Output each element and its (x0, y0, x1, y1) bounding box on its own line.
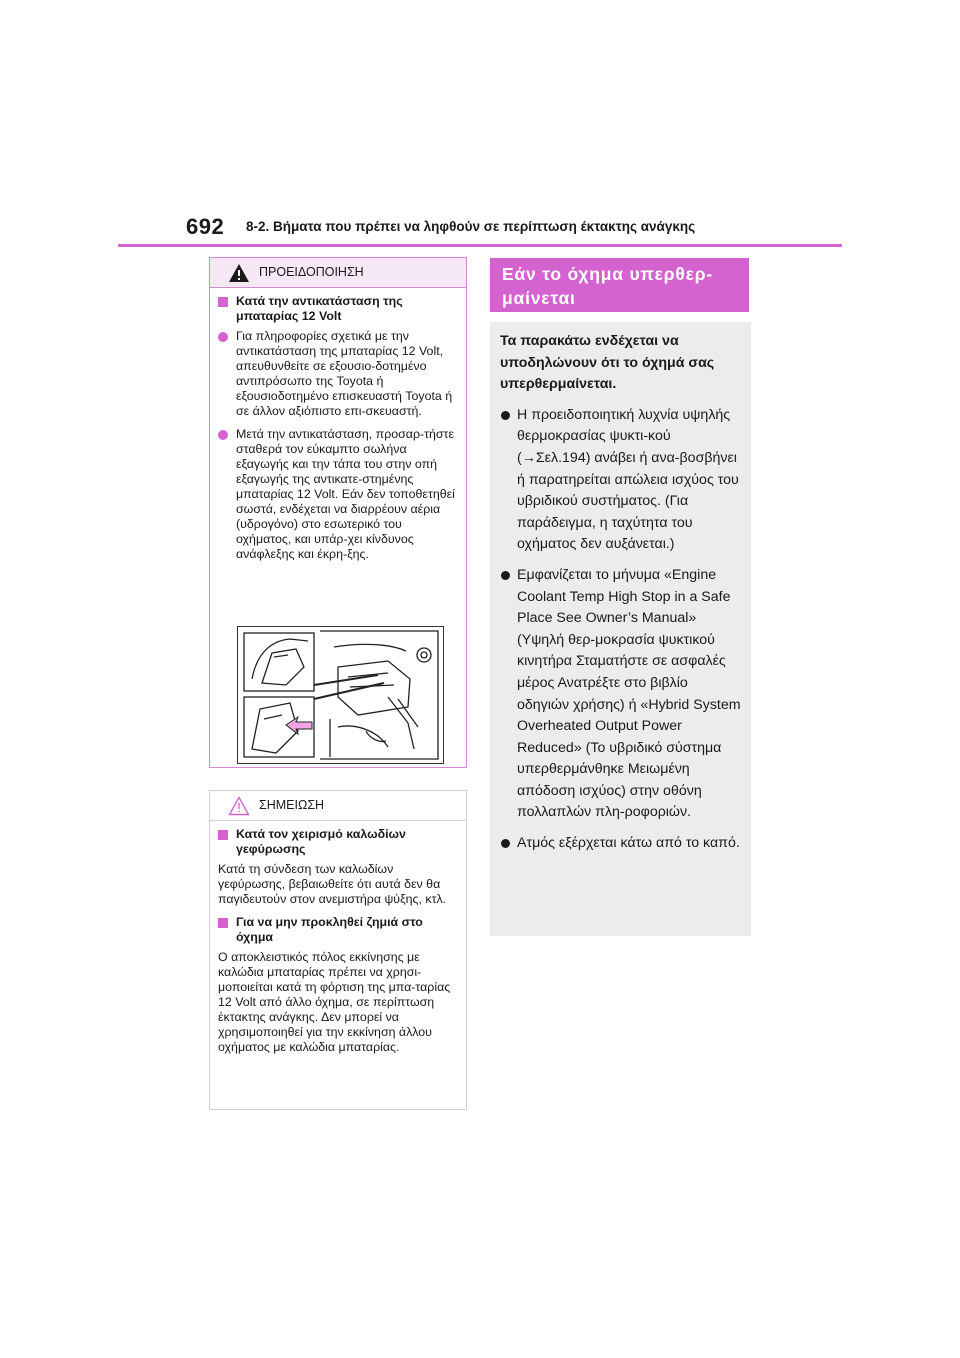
note-title-bar (210, 791, 466, 821)
square-bullet-icon (218, 830, 228, 840)
warning-title: ΠΡΟΕΙΔΟΠΟΙΗΣΗ (259, 265, 364, 279)
warning-bullet: Για πληροφορίες σχετικά με την αντικατάσταση της μπαταρίας 12 Volt, απευθυνθείτε σε εξουσιο-δοτημένο αντιπρόσωπο της Toyota ή εξουσιοδοτημένο επισκευαστή Toyota ή σε άλλον αξιόπιστο επι-σκευαστή. (218, 329, 458, 419)
battery-vent-illustration (237, 626, 444, 764)
square-bullet-icon (218, 918, 228, 928)
note-title: ΣΗΜΕΙΩΣΗ (259, 798, 325, 812)
caution-triangle-icon (228, 796, 250, 816)
round-bullet-icon (501, 571, 510, 580)
header-rule (118, 244, 842, 247)
overheat-bullet: Ατμός εξέρχεται κάτω από το καπό. (500, 833, 741, 855)
warning-bullet: Μετά την αντικατάσταση, προσαρ-τήστε σταθερά τον εύκαμπτο σωλήνα εξαγωγής και την τάπα του στην οπή εξαγωγής της αντικατε-στημένης μπαταρίας 12 Volt. Εάν δεν τοποθετηθεί σωστά, ενδέχεται να διαρρέουν αέρια (υδρογόνο) στο εσωτερικό του οχήματος, και υπάρ-χει κίνδυνος ανάφλεξης και έκρη-ξης. (218, 427, 458, 562)
note-paragraph: Κατά τη σύνδεση των καλωδίων γεφύρωσης, βεβαιωθείτε ότι αυτά δεν θα παγιδευτούν στον ανεμιστήρα ψύξης, κτλ. (218, 862, 447, 906)
note-subhead: Για να μην προκληθεί ζημιά στο όχημα (218, 915, 458, 945)
page-number: 692 (186, 214, 225, 239)
note-paragraph: Ο αποκλειστικός πόλος εκκίνησης με καλώδια μπαταρίας πρέπει να χρησι-μοποιείται κατά τη φόρτιση της μπα-ταρίας 12 Volt από άλλο όχημα, σε περίπτωση έκτακτης ανάγκης. Δεν μπορεί να χρησιμοποιηθεί για την εκκίνηση άλλου οχήματος με καλώδια μπαταρίας. (218, 950, 451, 1054)
overheat-bullet: Η προειδοποιητική λυχνία υψηλής θερμοκρασίας ψυκτι-κού (→Σελ.194) ανάβει ή ανα-βοσβήνει ή παρατηρείται απώλεια ισχύος του υβριδικού συστήματος. (Για παράδειγμα, η ταχύτητα του οχήματος δεν αυξάνεται.) (500, 405, 741, 556)
round-bullet-icon (501, 411, 510, 420)
warning-title-bar (210, 258, 466, 288)
overheat-bullet: Εμφανίζεται το μήνυμα «Engine Coolant Temp High Stop in a Safe Place See Owner’s Manual» (Υψηλή θερ-μοκρασία ψυκτικού κινητήρα Σταματήστε σε ασφαλές μέρος Ανατρέξτε στο βιβλίο οδηγιών χρήσης) ή «Hybrid System Overheated Output Power Reduced» (Το υβριδικό σύστημα υπερθερμάνθηκε Μειωμένη απόδοση ισχύος) στην οθόνη πολλαπλών πλη-ροφοριών. (500, 565, 741, 824)
note-subhead: Κατά τον χειρισμό καλωδίων γεφύρωσης (218, 827, 458, 857)
round-bullet-icon (218, 332, 228, 342)
round-bullet-icon (218, 430, 228, 440)
round-bullet-icon (501, 839, 510, 848)
warning-triangle-icon (228, 263, 250, 283)
overheat-section-title: Εάν το όχημα υπερθερ-μαίνεται (490, 258, 749, 312)
overheat-intro: Τα παρακάτω ενδέχεται να υποδηλώνουν ότι το όχημά σας υπερθερμαίνεται. (500, 333, 715, 393)
square-bullet-icon (218, 297, 228, 307)
warning-subhead: Κατά την αντικατάσταση της μπαταρίας 12 Volt (218, 294, 458, 324)
note-box (209, 790, 467, 1110)
section-heading: 8-2. Βήματα που πρέπει να ληφθούν σε περίπτωση έκτακτης ανάγκης (246, 219, 696, 234)
warning-box (209, 257, 467, 768)
overheat-panel (490, 322, 751, 936)
